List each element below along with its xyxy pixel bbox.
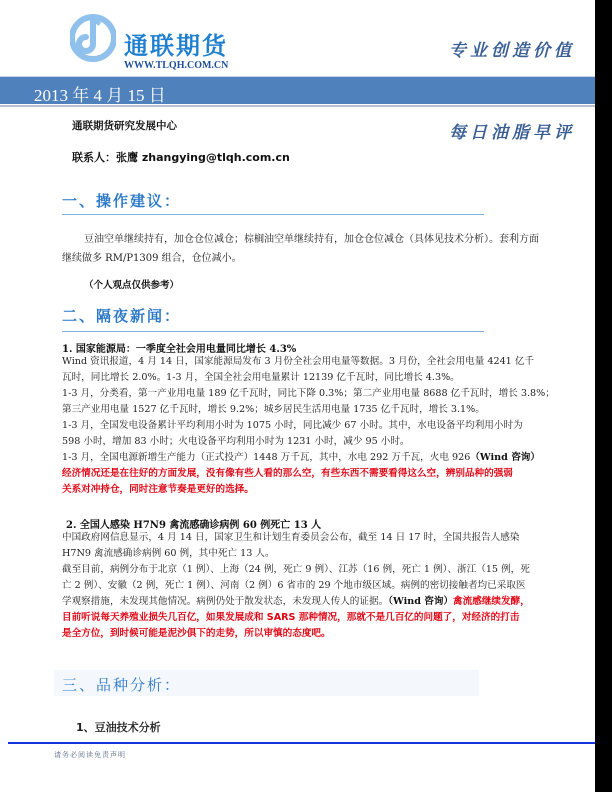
- news-line: [62, 450, 540, 466]
- news-line: 第三产业用电量 1527 亿千瓦时，增长 9.2%；城乡居民生活用电量 1735 亿千瓦时，增长 3.1%。: [62, 404, 485, 415]
- section-title-operation-advice: 一、操作建议：: [62, 192, 182, 210]
- section-title-overnight-news: 二、隔夜新闻：: [62, 307, 182, 325]
- news-line: 亡 2 例）、安徽（2 例，死亡 1 例）、河南（2 例）6 省市的 29 个地市级区域。病例的密切接触者均已采取医: [62, 580, 526, 591]
- news-source: （Wind 咨询）: [388, 596, 454, 607]
- news-line: 截至目前，病例分布于北京（1 例）、上海（24 例，死亡 9 例）、江苏（16 例，死亡 1 例）、浙江（15 例，死: [62, 564, 530, 575]
- news-line-text: 学观察措施，未发现其他情况。病例仍处于散发状态，未发现人传人的证据。: [62, 596, 389, 607]
- news-line: 598 小时，增加 83 小时；火电设备平均利用小时为 1231 小时，减少 95 小时。: [62, 436, 410, 447]
- advice-line: 继续做多 RM/P1309 组合，仓位减小。: [62, 253, 242, 264]
- section-divider: [62, 331, 484, 332]
- report-title: 每日油脂早评: [449, 123, 575, 143]
- analyst-comment: 禽流感继续发酵，: [453, 596, 530, 607]
- news-headline: 2. 全国人感染 H7N9 禽流感确诊病例 60 例死亡 13 人: [66, 520, 322, 531]
- news-body: [62, 530, 530, 642]
- analyst-comment: 目前听说每天养殖业损失几百亿，如果发展成和 SARS 那种情况，那就不是几百亿的问题了，对经济的打击: [62, 612, 520, 623]
- news-line: 1-3 月，全国发电设备累计平均利用小时为 1075 小时，同比减少 67 小时。其中，水电设备平均利用小时为: [62, 420, 523, 431]
- date-bar-underline: [0, 105, 595, 107]
- news-line: 瓦时，同比增长 2.0%。1-3 月，全国全社会用电量累计 12139 亿千瓦时，同比增长 4.3%。: [62, 372, 460, 383]
- news-line: 1-3 月，分类看，第一产业用电量 189 亿千瓦时，同比下降 0.3%；第二产业用电量 8688 亿千瓦时，增长 3.8%；: [62, 388, 555, 399]
- contact-info: 联系人：张鹰 zhangying@tlqh.com.cn: [72, 151, 290, 164]
- news-headline: 1. 国家能源局：一季度全社会用电量同比增长 4.3%: [62, 344, 297, 355]
- subsection-title: 1、豆油技术分析: [76, 721, 161, 734]
- company-website: WWW.TLQH.COM.CN: [124, 60, 229, 71]
- analyst-comment: 关系对冲持仓，同时注意节奏是更好的选择。: [62, 484, 254, 495]
- news-body: [62, 354, 555, 498]
- news-line-text: 1-3 月，全国电源新增生产能力（正式投产）1448 万千瓦，其中，水电 292 万千瓦，火电 926: [62, 452, 471, 463]
- news-line: 中国政府网信息显示，4 月 14 日，国家卫生和计划生育委员会公布，截至 14 日 17 时，全国共报告人感染: [62, 532, 520, 543]
- company-name: 通联期货: [124, 32, 228, 60]
- analyst-comment: 是全方位，到时候可能是泥沙俱下的走势，所以审慎的态度吧。: [62, 628, 331, 639]
- report-date: 2013 年 4 月 15 日: [34, 86, 166, 105]
- footer-divider: [8, 742, 595, 744]
- slogan: 专业创造价值: [449, 41, 575, 61]
- news-line: Wind 资讯报道，4 月 14 日，国家能源局发布 3 月份全社会用电量等数据。3 月份，全社会用电量 4241 亿千: [62, 356, 535, 367]
- section-title-variety-analysis: 三、品种分析：: [62, 676, 182, 694]
- footer-disclaimer: 请务必阅读免责声明: [54, 751, 126, 759]
- date-bar: [0, 76, 595, 104]
- department-label: 通联期货研究发展中心: [72, 120, 177, 132]
- section-divider: [62, 214, 484, 215]
- company-logo-icon: [70, 14, 116, 62]
- advice-line: 豆油空单继续持有，加仓仓位减仓；棕榈油空单继续持有，加仓仓位减仓（具体见技术分析）。套利方面: [84, 234, 539, 245]
- analyst-comment: 经济情况还是在往好的方面发展，没有像有些人看的那么空，有些东西不需要看得这么空，辨别品种的强弱: [62, 468, 513, 479]
- advice-paragraph: [62, 230, 539, 268]
- disclaimer-note: （个人观点仅供参考）: [84, 280, 180, 291]
- news-line: H7N9 禽流感确诊病例 60 例，其中死亡 13 人。: [62, 548, 275, 559]
- news-line: [62, 594, 530, 610]
- news-source: （Wind 咨询）: [470, 452, 540, 463]
